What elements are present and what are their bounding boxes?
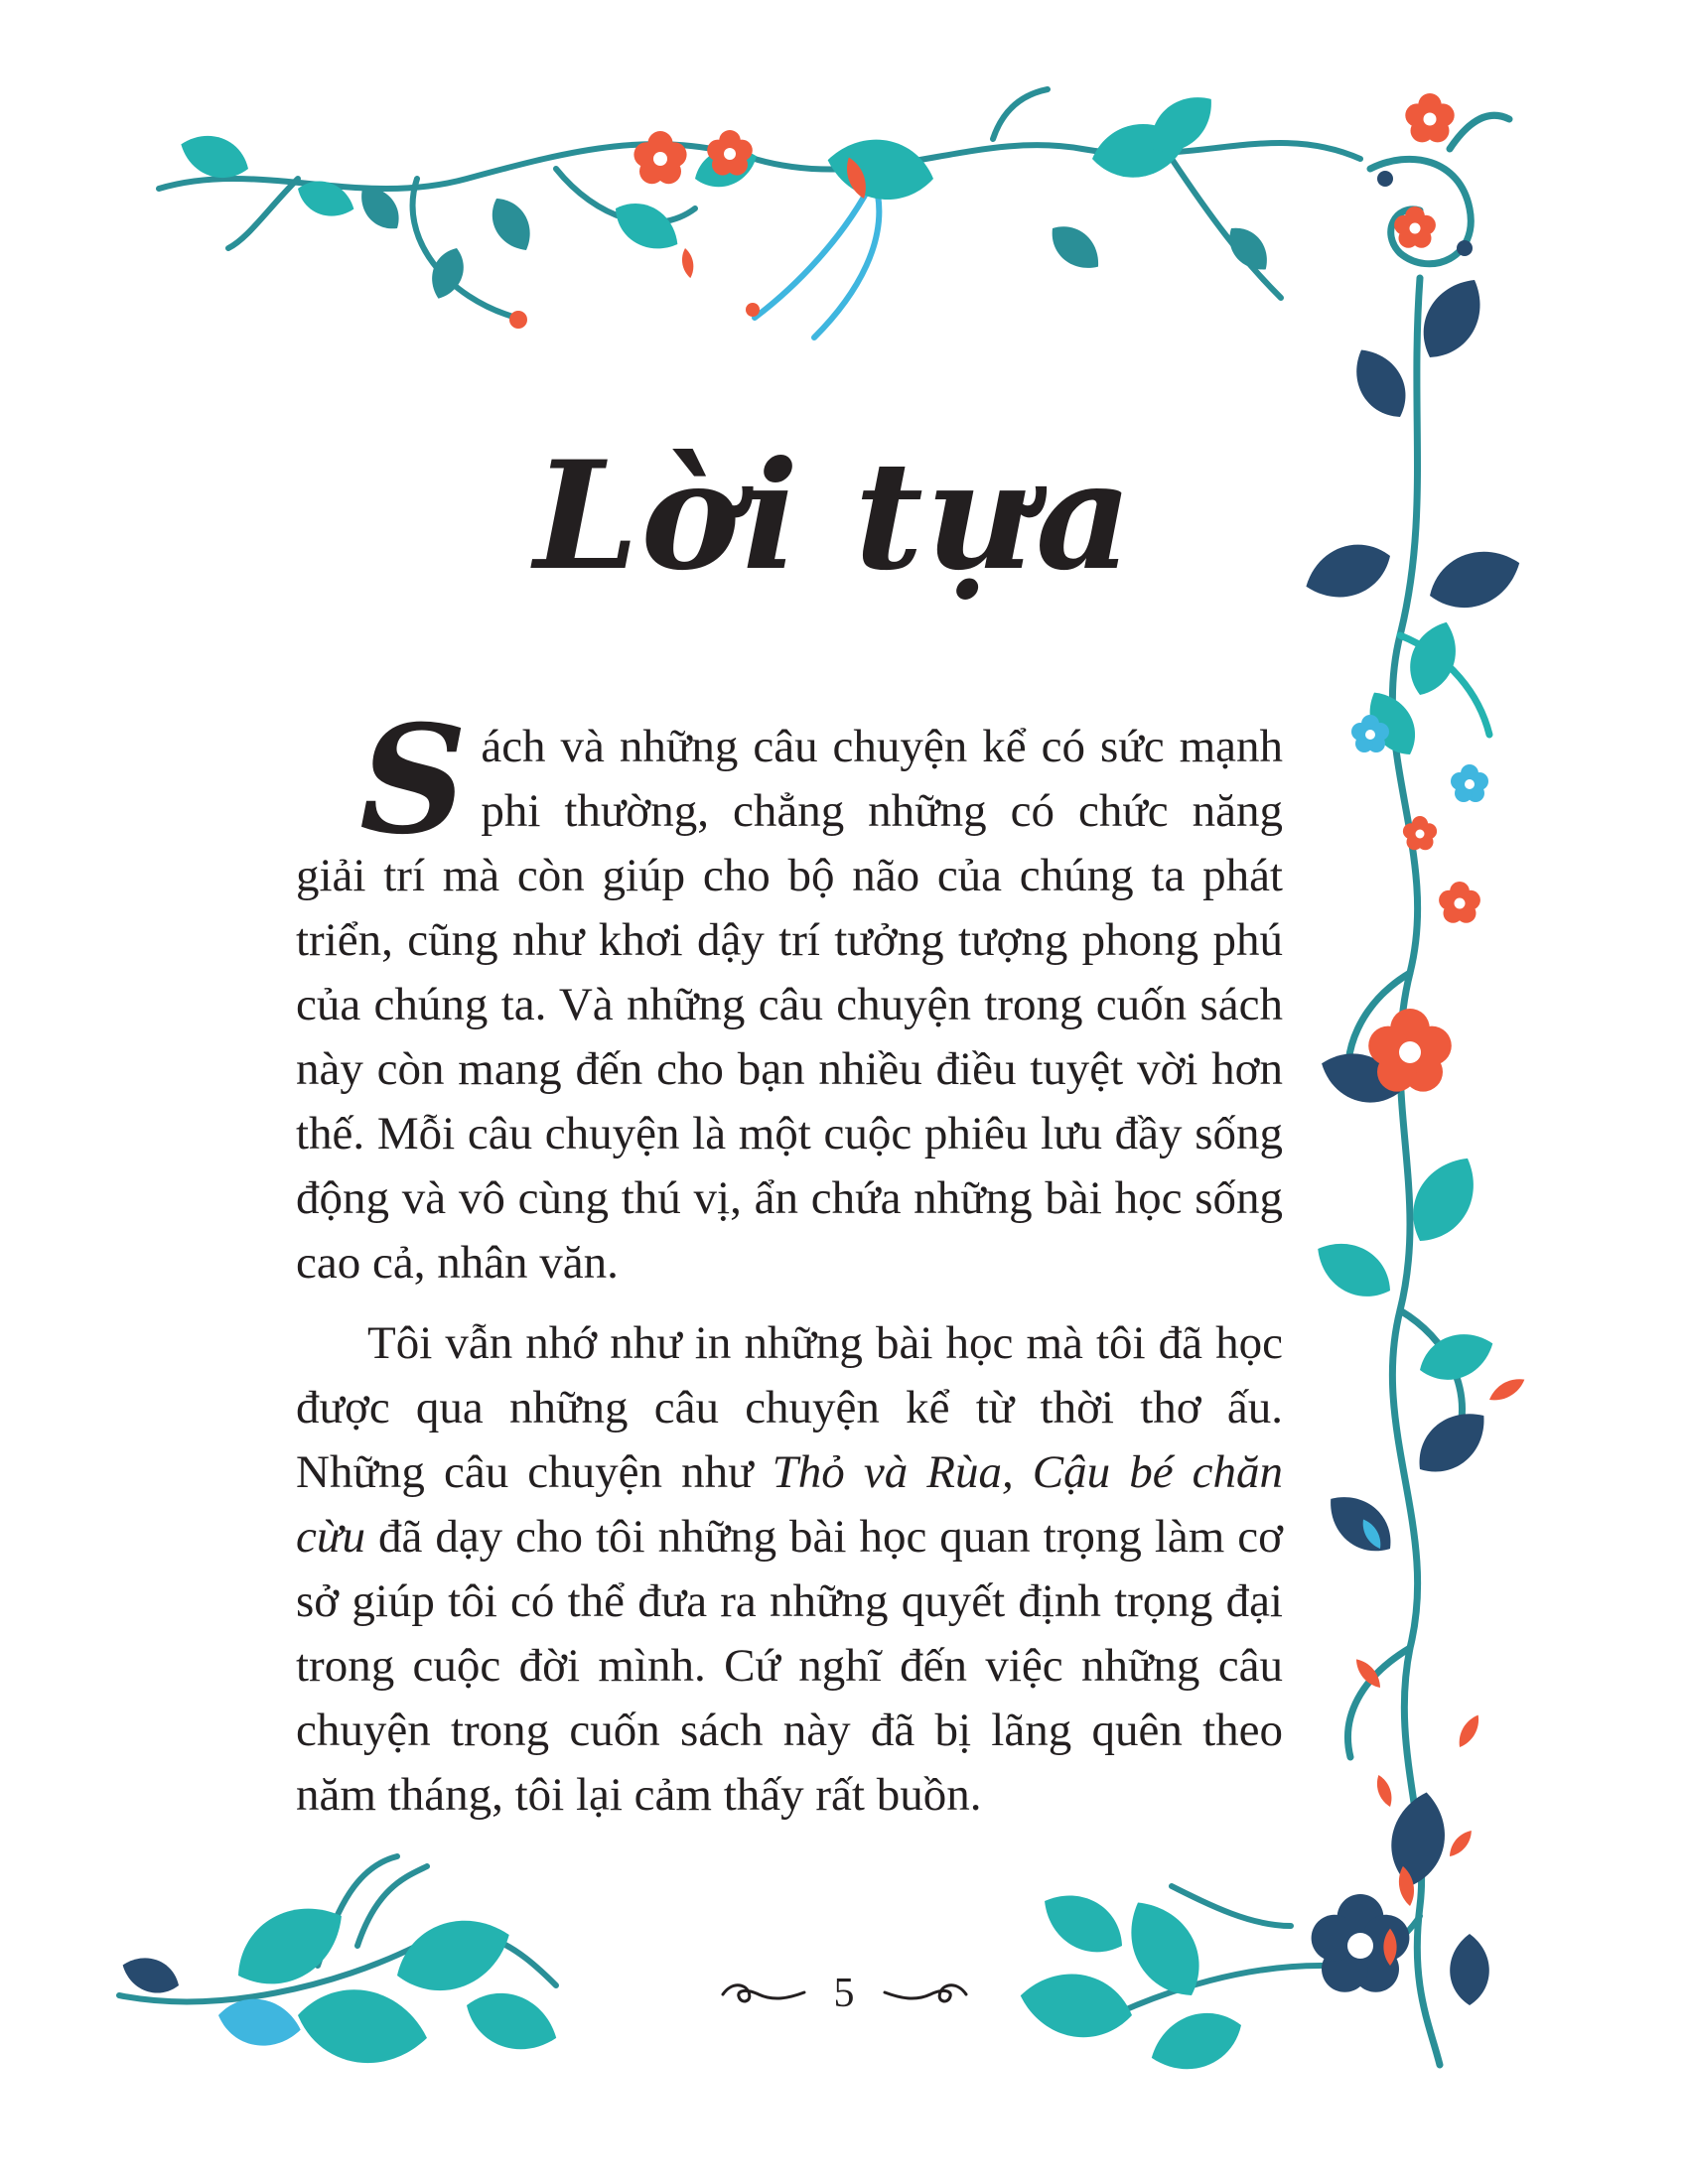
story-titles: Thỏ và Rùa, Cậu bé chăn cừu <box>296 1446 1284 1563</box>
page-title: Lời tựa <box>533 429 1135 604</box>
drop-cap: S <box>359 693 468 868</box>
preface-body <box>296 693 1284 1828</box>
page-footer <box>695 1964 993 2023</box>
paragraph-2 <box>296 1311 1283 1828</box>
page-number: 5 <box>833 1971 855 2016</box>
paragraph-2-start: Tôi vẫn nhớ như in những bài học mà tôi đã học được qua những câu chuyện kể từ thời thơ ấu. Những câu chuyện như <box>296 1317 1283 1498</box>
paragraph-2-end: đã dạy cho tôi những bài học quan trọng làm cơ sở giúp tôi có thể đưa ra những quyết định trọng đại trong cuộc đời mình. Cứ nghĩ đến việc những câu chuyện trong cuốn sách này đã bị lãng quên theo năm tháng, tôi lại cảm thấy rất buồn. <box>296 1511 1283 1821</box>
swirl-flourish-left-icon <box>719 1979 808 2008</box>
swirl-flourish-right-icon <box>881 1979 970 2008</box>
paragraph-1 <box>296 693 1283 1296</box>
paragraph-1-text: ách và những câu chuyện kể có sức mạnh phi thường, chẳng những có chức năng giải trí mà còn giúp cho bộ não của chúng ta phát triển, cũng như khơi dậy trí tưởng tượng phong phú của chúng ta. Và những câu chuyện trong cuốn sách này còn mang đến cho bạn nhiều điều tuyệt vời hơn thế. Mỗi câu chuyện là một cuộc phiêu lưu đầy sống động và vô cùng thú vị, ẩn chứa những bài học sống cao cả, nhân văn. <box>296 721 1283 1289</box>
